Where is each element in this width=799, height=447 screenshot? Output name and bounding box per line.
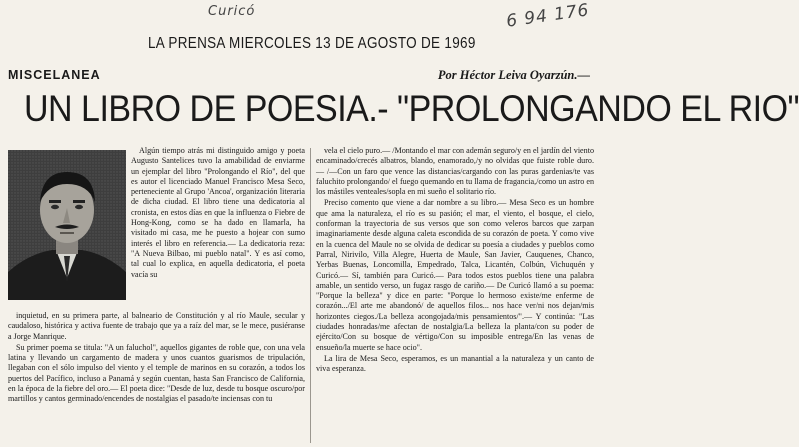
article-paragraph: La lira de Mesa Seco, esperamos, es un manantial a la naturaleza y un canto de viva esperanza. [316,353,594,374]
column-divider [310,148,311,443]
article-paragraph: inquietud, en su primera parte, al balneario de Constitución y al río Maule, secular y caudaloso, histórica y activa fuente de trabajo que ya a raíz del mar, se le mece, pusiéranse a Jorge Manrique. [8,311,305,341]
article-column-right [316,146,594,445]
byline: Por Héctor Leiva Oyarzún.— [437,68,590,82]
article-column-left-bottom [8,311,305,445]
article-paragraph: Algún tiempo atrás mi distinguido amigo y poeta Augusto Santelices tuvo la amabilidad de enviarme un ejemplar del libro "Prolongando el Río", del que es autor el licenciado Manuel Francisco Mesa Seco, perteneciente al Grupo 'Ancoa', organización literaria de dicha ciudad. El libro tiene una dedicatoria al cronista, en estos días en que la influenza o Fiebre de Hong-Kong, como se ha dado en llamarla, ha visitado mi casa, me he puesto a hojear con sumo interés el libro en referencia.— La dedicatoria reza: "A Nueva Bilbao, mi pueblo natal". Y es así como, tal cual lo explica, en aquella dedicatoria, el poeta vacía su [131,146,305,279]
article-paragraph: vela el cielo puro.— /Montando el mar con ademán seguro/y en el jardín del viento encaminado/crecés albatros, blando, enamorado,/y no olvidas que fuiste roble duro.— /—Con un faro que vence las distancias/cargando con las puras gardenias/te vas faluchito prolongando/ el fuego quemando en tu llama de fragancia,/como un astro en los mástiles venteales/sopla en mi sueño el solitario río. [316,146,594,197]
headline: UN LIBRO DE POESIA.- "PROLONGANDO EL RIO" [24,88,799,130]
article-paragraph: Su primer poema se titula: "A un faluchol", aquellos gigantes de roble que, con una vela latina y llevando un cargamento de madera y unos cuantos guarismos de tripulación, llegaban con el sólo impulso del viento y el temple de marinos en su corazón, a todos los puertos del Pacífico, incluso a Panamá y según cuentan, hasta San Francisco de California, en la época de la fiebre del oro.— El poeta dice: "Desde de luz, desde tu bosque oscuro/por martillos y cantos germinado/encendes de nostalgias el pasado/te inciensas con tu [8,342,305,404]
handwritten-city-note: Curicó [208,4,256,19]
article-column-left-top [131,146,305,310]
portrait-illustration [8,150,126,300]
dateline: LA PRENSA MIERCOLES 13 DE AGOSTO DE 1969 [148,34,476,52]
section-label: MISCELANEA [8,68,101,82]
article-paragraph: Preciso comento que viene a dar nombre a su libro.— Mesa Seco es un hombre que ama la naturaleza, el río es su pasión; el mar, el viento, el bosque, el cielo, conforman la trayectoria de sus versos que son como veleros barcos que zarpan imaginariamente desde alguna caleta escondida de su corazón de poeta. Y como vive en la cuenca del Maule no se olvida de dedicar su poesía a ciudades y pueblos como Parral, Nirivilo, Villa Alegre, Huerta de Maule, San Javier, Cauquenes, Chanco, Yerbas Buenas, Loncomilla, Empedrado, Talca, Licantén, Colbún, Vichuquén y Curicó.— Sí, también para Curicó.— Para todos estos pueblos tiene una palabra amable, un sentido verso, un fugaz rasgo de cariño.— De Curicó llamó a su poema: "Porque la belleza" y dice en parte: "Porque lo hermoso existe/me enferme de corazón.../El arte me abandonó/ de aquellos filos... nos hace ver/ni nos dejan/mis horizontes ciegos./La belleza acongojada/mis pensamientos/".— Y continúa: "Las ciudades honradas/me afectan de nostalgia/La belleza la planta/con su poder de ejército/Con su bosque de vértigo/Con su imposible entrega/En las venas de ensueño/la muerte se hace ocio". [316,198,594,352]
handwritten-catalog-number: 6 94 176 [505,0,591,32]
author-portrait-photo [8,150,126,300]
